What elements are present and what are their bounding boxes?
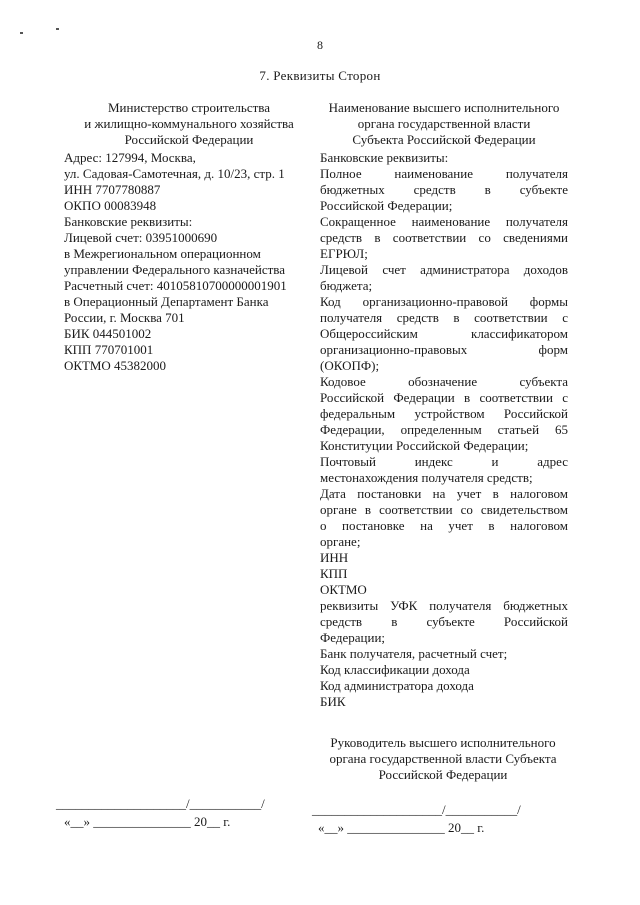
detail-line: Расчетный счет: 40105810700000001901 bbox=[64, 278, 287, 293]
detail-line: Банковские реквизиты: bbox=[64, 214, 193, 229]
detail-line: Почтовый индекс и адрес bbox=[320, 454, 568, 469]
right-party bbox=[320, 100, 568, 710]
left-party bbox=[64, 100, 314, 374]
scan-mark bbox=[56, 28, 59, 30]
detail-line: местонахождения получателя средств; bbox=[320, 470, 533, 485]
head-line: Российской Федерации bbox=[378, 767, 508, 782]
detail-line: федеральным устройством Российской bbox=[320, 406, 568, 421]
org-line: Российской Федерации bbox=[124, 132, 254, 147]
detail-line: Лицевой счет администратора доходов bbox=[320, 262, 568, 277]
detail-line: Российской Федерации в соответствии с bbox=[320, 390, 568, 405]
detail-line: бюджета; bbox=[320, 278, 373, 293]
detail-line: Код классификации дохода bbox=[320, 662, 470, 677]
detail-line: Конституции Российской Федерации; bbox=[320, 438, 529, 453]
right-org-name bbox=[320, 100, 568, 148]
left-org-name bbox=[64, 100, 314, 148]
detail-line: Банк получателя, расчетный счет; bbox=[320, 646, 508, 661]
detail-line: о постановке на учет в налоговом bbox=[320, 518, 568, 533]
detail-line: в Операционный Департамент Банка bbox=[64, 294, 269, 309]
detail-line: ОКТМО 45382000 bbox=[64, 358, 167, 373]
detail-line: Общероссийским классификатором bbox=[320, 326, 568, 341]
head-line: органа государственной власти Субъекта bbox=[329, 751, 557, 766]
detail-line: ИНН 7707780887 bbox=[64, 182, 161, 197]
detail-line: средств в субъекте Российской bbox=[320, 614, 568, 629]
detail-line: Лицевой счет: 03951000690 bbox=[64, 230, 218, 245]
detail-line: ОКПО 00083948 bbox=[64, 198, 157, 213]
right-date-line: «__» _______________ 20__ г. bbox=[318, 820, 485, 835]
detail-line: ул. Садовая-Самотечная, д. 10/23, стр. 1 bbox=[64, 166, 285, 181]
org-line: и жилищно-коммунального хозяйства bbox=[84, 116, 294, 131]
detail-line: России, г. Москва 701 bbox=[64, 310, 185, 325]
left-date-line: «__» _______________ 20__ г. bbox=[64, 814, 231, 829]
scan-mark bbox=[20, 32, 23, 34]
detail-line: Российской Федерации; bbox=[320, 198, 453, 213]
detail-line: бюджетных средств в субъекте bbox=[320, 182, 568, 197]
detail-line: Код администратора дохода bbox=[320, 678, 474, 693]
detail-line: органе; bbox=[320, 534, 361, 549]
detail-line: ИНН bbox=[320, 550, 349, 565]
detail-line: Кодовое обозначение субъекта bbox=[320, 374, 568, 389]
detail-line: БИК bbox=[320, 694, 346, 709]
detail-line: Код организационно-правовой формы bbox=[320, 294, 568, 309]
detail-line: в Межрегиональном операционном bbox=[64, 246, 261, 261]
page-number: 8 bbox=[317, 38, 323, 52]
detail-line: КПП bbox=[320, 566, 348, 581]
section-title: 7. Реквизиты Сторон bbox=[259, 68, 381, 83]
right-signature-line: ____________________/___________/ bbox=[312, 802, 521, 817]
detail-line: средств в соответствии со сведениями bbox=[320, 230, 568, 245]
detail-line: КПП 770701001 bbox=[64, 342, 154, 357]
head-line: Руководитель высшего исполнительного bbox=[330, 735, 556, 750]
left-details bbox=[64, 150, 314, 374]
detail-line: Адрес: 127994, Москва, bbox=[64, 150, 196, 165]
detail-line: реквизиты УФК получателя бюджетных bbox=[320, 598, 568, 613]
detail-line: Федерации; bbox=[320, 630, 386, 645]
org-line: Министерство строительства bbox=[107, 100, 271, 115]
detail-line: организационно-правовых форм bbox=[320, 342, 568, 357]
detail-line: Банковские реквизиты: bbox=[320, 150, 449, 165]
left-signature-line: ____________________/___________/ bbox=[56, 796, 265, 811]
detail-line: Дата постановки на учет в налоговом bbox=[320, 486, 568, 501]
detail-line: получателя средств в соответствии с bbox=[320, 310, 568, 325]
detail-line: Федерации, определенным статьей 65 bbox=[320, 422, 568, 437]
detail-line: Сокращенное наименование получателя bbox=[320, 214, 568, 229]
detail-line: Полное наименование получателя bbox=[320, 166, 568, 181]
detail-line: ЕГРЮЛ; bbox=[320, 246, 368, 261]
org-line: органа государственной власти bbox=[357, 116, 531, 131]
detail-line: (ОКОПФ); bbox=[320, 358, 380, 373]
head-title bbox=[318, 735, 568, 783]
detail-line: ОКТМО bbox=[320, 582, 367, 597]
detail-line: управлении Федерального казначейства bbox=[64, 262, 286, 277]
org-line: Наименование высшего исполнительного bbox=[328, 100, 560, 115]
detail-line: БИК 044501002 bbox=[64, 326, 152, 341]
org-line: Субъекта Российской Федерации bbox=[352, 132, 536, 147]
right-details bbox=[320, 150, 568, 710]
detail-line: органе в соответствии со свидетельством bbox=[320, 502, 568, 517]
